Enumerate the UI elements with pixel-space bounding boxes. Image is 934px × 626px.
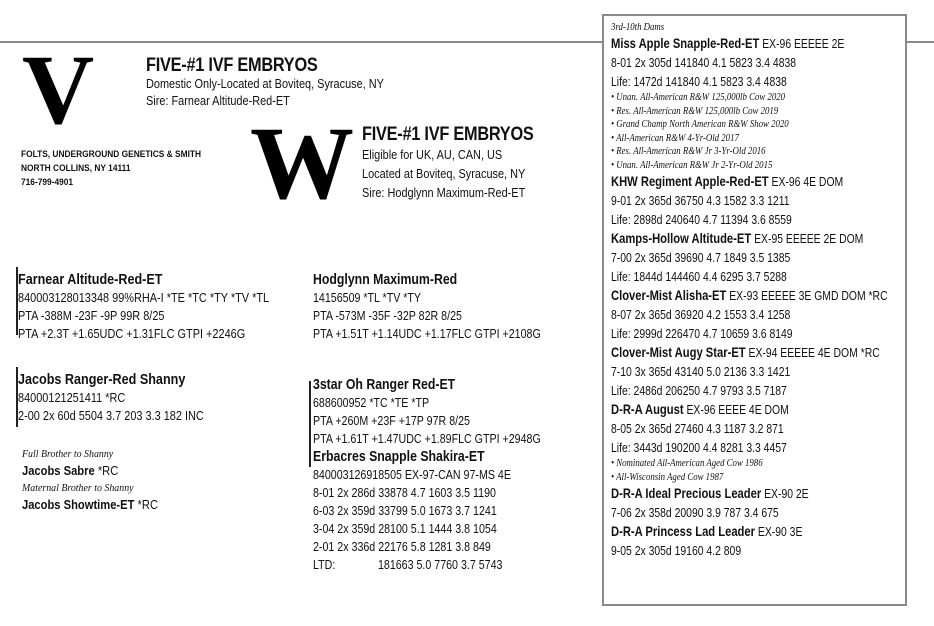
sibling-suffix: *RC [94, 463, 119, 478]
sibling-name [22, 497, 158, 512]
consignor-address: NORTH COLLINS, NY 14111 [21, 163, 131, 174]
granddam-w-id: 840003126918505 EX-97-CAN 97-MS 4E [313, 467, 511, 482]
dam-award: • Res. All-American R&W 125,000lb Cow 2019 [611, 104, 779, 117]
dam-classification: EX-94 EEEEE 4E DOM *RC [745, 345, 880, 360]
lot-letter-w: W [250, 106, 354, 221]
dam-award: • Unan. All-American R&W Jr 2-Yr-Old 2015 [611, 158, 773, 171]
dam-name-line [611, 400, 899, 419]
granddam-w-record: 6-03 2x 359d 33799 5.0 1673 3.7 1241 [313, 503, 497, 518]
granddam-w-ltd [313, 556, 541, 574]
dam-record: 7-06 2x 358d 20090 3.9 787 3.4 675 [611, 505, 779, 520]
sire-w-pta-type: PTA +1.51T +1.14UDC +1.17FLC GTPI +2108G [313, 326, 541, 341]
dam-award: • Nominated All-American Aged Cow 1986 [611, 457, 763, 469]
dam-record: Life: 1844d 144460 4.4 6295 3.7 5288 [611, 269, 787, 284]
granddam-w-record: 8-01 2x 286d 33878 4.7 1603 3.5 1190 [313, 485, 496, 500]
dam-classification: EX-93 EEEEE 3E GMD DOM *RC [726, 288, 888, 303]
dam-entry [611, 172, 899, 229]
dam-entry [611, 484, 899, 522]
dam-name-line [611, 484, 899, 503]
top-rule-right [906, 41, 934, 43]
dam-classification: EX-90 2E [761, 486, 809, 501]
dam-name-line [611, 522, 899, 541]
consignor-phone: 716-799-4901 [21, 177, 74, 188]
sibling-note: Maternal Brother to Shanny [22, 482, 134, 494]
dam-name: Clover-Mist Alisha-ET [611, 287, 727, 303]
dam-record: Life: 2486d 206250 4.7 9793 3.5 7187 [611, 383, 787, 398]
dam-classification: EX-96 EEEEE 2E [759, 36, 845, 51]
sibling-name-bold: Jacobs Showtime-ET [22, 497, 135, 512]
dam-name-line [611, 229, 899, 248]
lot-v-title: FIVE-#1 IVF EMBRYOS [146, 55, 318, 76]
dam-classification: EX-95 EEEEE 2E DOM [751, 231, 864, 246]
dam-entry [611, 34, 899, 172]
dam-record: 8-05 2x 365d 27460 4.3 1187 3.2 871 [611, 421, 784, 436]
dam-entry [611, 286, 899, 343]
sibling-name [22, 463, 118, 478]
sibling-note: Full Brother to Shanny [22, 448, 114, 460]
sibling-suffix: *RC [134, 497, 159, 512]
dam-record: Life: 2898d 240640 4.7 11394 3.6 8559 [611, 212, 792, 227]
sibling-name-bold: Jacobs Sabre [22, 463, 95, 478]
lot-w-eligibility: Eligible for UK, AU, CAN, US [362, 147, 503, 162]
lot-v-sire: Sire: Farnear Altitude-Red-ET [146, 93, 290, 108]
dam-name: KHW Regiment Apple-Red-ET [611, 173, 769, 189]
dam-entry [611, 343, 899, 400]
dam-entry [611, 522, 899, 560]
dam-name-line [611, 286, 899, 305]
dam-record: Life: 3443d 190200 4.4 8281 3.3 4457 [611, 440, 787, 455]
dam-award: • Res. All-American R&W Jr 3-Yr-Old 2016 [611, 145, 766, 157]
dams-header: 3rd-10th Dams [611, 21, 665, 33]
sire-v-pta: PTA -388M -23F -9P 99R 8/25 [18, 308, 165, 323]
ltd-values: 181663 5.0 7760 3.7 5743 [377, 557, 503, 572]
dam-entry [611, 400, 899, 484]
consignor-name: FOLTS, UNDERGROUND GENETICS & SMITH [21, 149, 202, 160]
dam-w-pta: PTA +260M +23F +17P 97R 8/25 [313, 413, 470, 428]
granddam-w-record: 2-01 2x 336d 22176 5.8 1281 3.8 849 [313, 539, 491, 554]
lot-w-title: FIVE-#1 IVF EMBRYOS [362, 124, 534, 145]
dam-w-pta-type: PTA +1.61T +1.47UDC +1.89FLC GTPI +2948G [313, 431, 541, 446]
dam-v-record: 2-00 2x 60d 5504 3.7 203 3.3 182 INC [18, 408, 204, 423]
ltd-label: LTD: [313, 557, 336, 572]
dam-name: D-R-A Ideal Precious Leader [611, 485, 762, 501]
dam-classification: EX-96 4E DOM [768, 174, 844, 189]
dam-record: 9-01 2x 365d 36750 4.3 1582 3.3 1211 [611, 193, 790, 208]
dam-name-line [611, 172, 899, 191]
lot-letter-v: V [22, 34, 95, 145]
dam-award: • Grand Champ North American R&W Show 2020 [611, 118, 789, 130]
sire-v-name: Farnear Altitude-Red-ET [18, 271, 163, 288]
dam-record: 9-05 2x 305d 19160 4.2 809 [611, 543, 742, 558]
sire-v-id: 840003128013348 99%RHA-I *TE *TC *TY *TV *TL [18, 290, 270, 305]
dam-name: D-R-A Princess Lad Leader [611, 523, 755, 539]
lot-w-location: Located at Boviteq, Syracuse, NY [362, 166, 526, 181]
dam-record: 8-01 2x 305d 141840 4.1 5823 3.4 4838 [611, 55, 797, 70]
dam-w-block [313, 376, 541, 574]
dam-name-line [611, 343, 899, 362]
dam-classification: EX-90 3E [754, 524, 803, 539]
dam-v-block [18, 371, 204, 425]
dam-name: Clover-Mist Augy Star-ET [611, 344, 746, 360]
dam-w-bracket [309, 381, 311, 467]
sire-w-block [313, 271, 541, 343]
granddam-w-name: Erbacres Snapple Shakira-ET [313, 448, 485, 465]
dam-v-name: Jacobs Ranger-Red Shanny [18, 371, 186, 388]
dam-classification: EX-96 EEEE 4E DOM [683, 402, 789, 417]
sire-v-pta-type: PTA +2.3T +1.65UDC +1.31FLC GTPI +2246G [18, 326, 246, 341]
lot-v-location: Domestic Only-Located at Boviteq, Syracuse, NY [146, 76, 384, 91]
sire-v-block [18, 271, 269, 343]
dam-award: • Unan. All-American R&W 125,000lb Cow 2020 [611, 91, 786, 103]
dam-w-id: 688600952 *TC *TE *TP [313, 395, 430, 410]
dam-name: Kamps-Hollow Altitude-ET [611, 230, 752, 246]
dam-record: Life: 1472d 141840 4.1 5823 3.4 4838 [611, 74, 787, 89]
dam-record: Life: 2999d 226470 4.7 10659 3.6 8149 [611, 326, 793, 341]
dams-list [611, 20, 899, 560]
granddam-w-record: 3-04 2x 359d 28100 5.1 1444 3.8 1054 [313, 521, 497, 536]
dam-v-id: 84000121251411 *RC [18, 390, 126, 405]
dam-entry [611, 229, 899, 286]
dams-panel [602, 14, 907, 606]
dam-award: • All-American R&W 4-Yr-Old 2017 [611, 131, 739, 144]
dam-record: 7-10 3x 365d 43140 5.0 2136 3.3 1421 [611, 364, 791, 379]
sire-w-id: 14156509 *TL *TV *TY [313, 290, 422, 305]
dam-award: • All-Wisconsin Aged Cow 1987 [611, 470, 724, 483]
dam-record: 8-07 2x 365d 36920 4.2 1553 3.4 1258 [611, 307, 791, 322]
lot-w-sire: Sire: Hodglynn Maximum-Red-ET [362, 185, 526, 200]
dam-name-line [611, 34, 899, 53]
dam-w-name: 3star Oh Ranger Red-ET [313, 376, 456, 393]
dam-record: 7-00 2x 365d 39690 4.7 1849 3.5 1385 [611, 250, 791, 265]
sire-w-pta: PTA -573M -35F -32P 82R 8/25 [313, 308, 462, 323]
dam-name: Miss Apple Snapple-Red-ET [611, 35, 760, 51]
dam-name: D-R-A August [611, 401, 684, 417]
sire-w-name: Hodglynn Maximum-Red [313, 271, 458, 288]
